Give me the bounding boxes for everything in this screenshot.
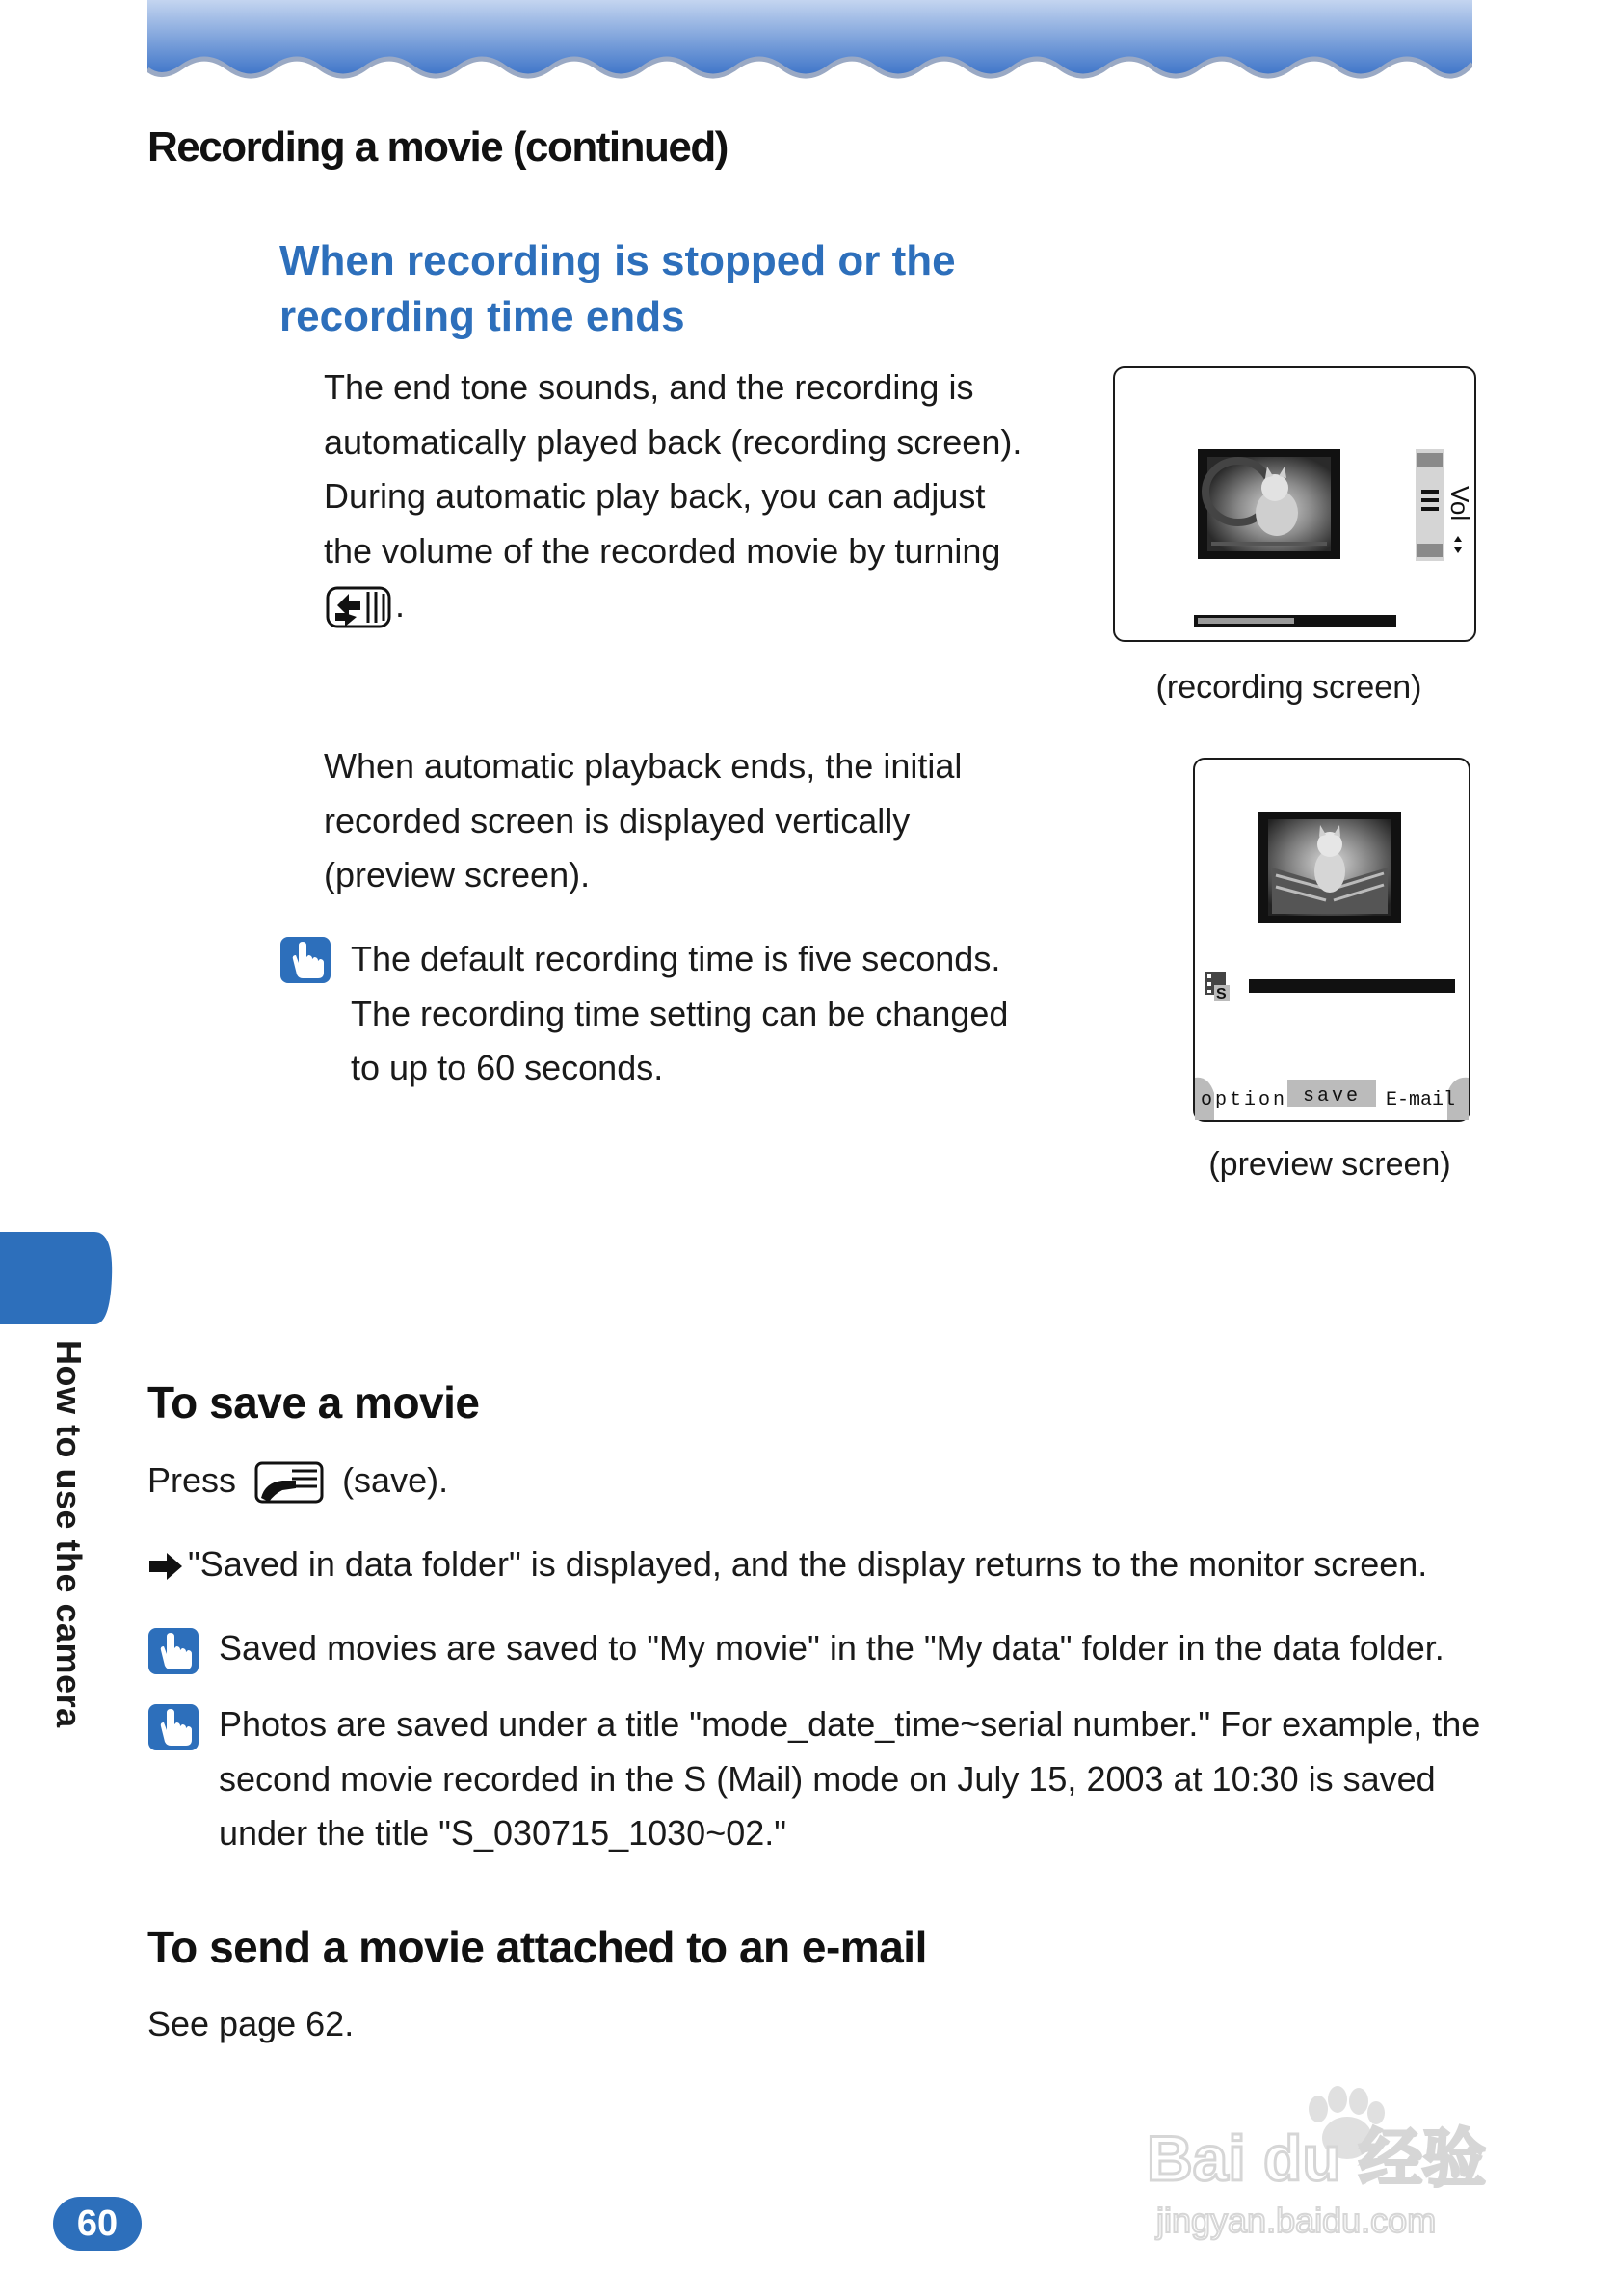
send-heading: To send a movie attached to an e-mail [147, 1922, 927, 1972]
jog-dial-icon [324, 584, 395, 630]
recording-stopped-text: The end tone sounds, and the recording is automatically played back (recording screen). During automatic play back, you can adjust the volume of the recorded movie by turning [324, 367, 1022, 571]
preview-screen [1193, 758, 1470, 1122]
section-title: Recording a movie (continued) [147, 123, 728, 171]
save-note-1-text: Saved movies are saved to "My movie" in the "My data" folder in the data folder. [219, 1628, 1444, 1668]
softkey-email[interactable]: E-mail [1386, 1089, 1456, 1111]
recording-screen-caption: (recording screen) [1155, 669, 1422, 706]
note-hand-icon [147, 1703, 199, 1751]
press-instruction [147, 1454, 448, 1508]
see-page-reference: See page 62. [147, 2004, 355, 2043]
save-note-1 [147, 1621, 1497, 1676]
recording-time-note-text: The default recording time is five seconds. The recording time setting can be changed to up to 60 seconds. [351, 939, 1009, 1087]
recording-stopped-heading: When recording is stopped or the recording time ends [279, 237, 956, 340]
page-number: 60 [53, 2197, 142, 2251]
save-note-2 [147, 1697, 1497, 1861]
save-key-icon [253, 1459, 325, 1506]
press-label: Press [147, 1460, 237, 1500]
preview-progress-bar [1249, 979, 1455, 993]
watermark-url: jingyan.baidu.com [1156, 2201, 1437, 2240]
softkey-save[interactable]: save [1303, 1085, 1362, 1108]
arrow-right-icon [147, 1551, 184, 1582]
preview-screen-display [1195, 760, 1469, 1120]
baidu-watermark [1147, 2063, 1532, 2246]
save-heading: To save a movie [147, 1377, 480, 1428]
press-suffix: (save). [342, 1460, 449, 1500]
recording-screen [1113, 366, 1476, 642]
recording-stopped-paragraph [324, 360, 1037, 633]
note-hand-icon [279, 936, 331, 984]
vol-label: Vol [1445, 486, 1474, 521]
save-note-2-text: Photos are saved under a title "mode_date_time~serial number." For example, the second movie recorded in the S (Mail) mode on July 15, 2003 at 10:30 is saved under the title "S_030715_1030~02." [219, 1704, 1481, 1853]
mode-badge: S [1216, 986, 1227, 1002]
note-hand-icon [147, 1627, 199, 1675]
save-result-text: "Saved in data folder" is displayed, and the display returns to the monitor screen. [188, 1544, 1428, 1584]
watermark-brand: Bai du 经验 [1147, 2122, 1487, 2194]
playback-paragraph: When automatic playback ends, the initial recorded screen is displayed vertically (preview screen). [324, 746, 963, 894]
recording-time-note [351, 932, 1045, 1096]
side-tab-label: How to use the camera [49, 1340, 89, 1728]
movie-mode-icon [1205, 972, 1230, 1002]
side-tab [0, 1232, 114, 1324]
recording-screen-display [1115, 368, 1474, 640]
preview-screen-caption: (preview screen) [1208, 1146, 1451, 1183]
softkey-option[interactable]: option [1201, 1089, 1288, 1111]
recording-stopped-period: . [395, 585, 406, 625]
save-result [147, 1537, 1427, 1592]
header-banner [147, 0, 1472, 89]
